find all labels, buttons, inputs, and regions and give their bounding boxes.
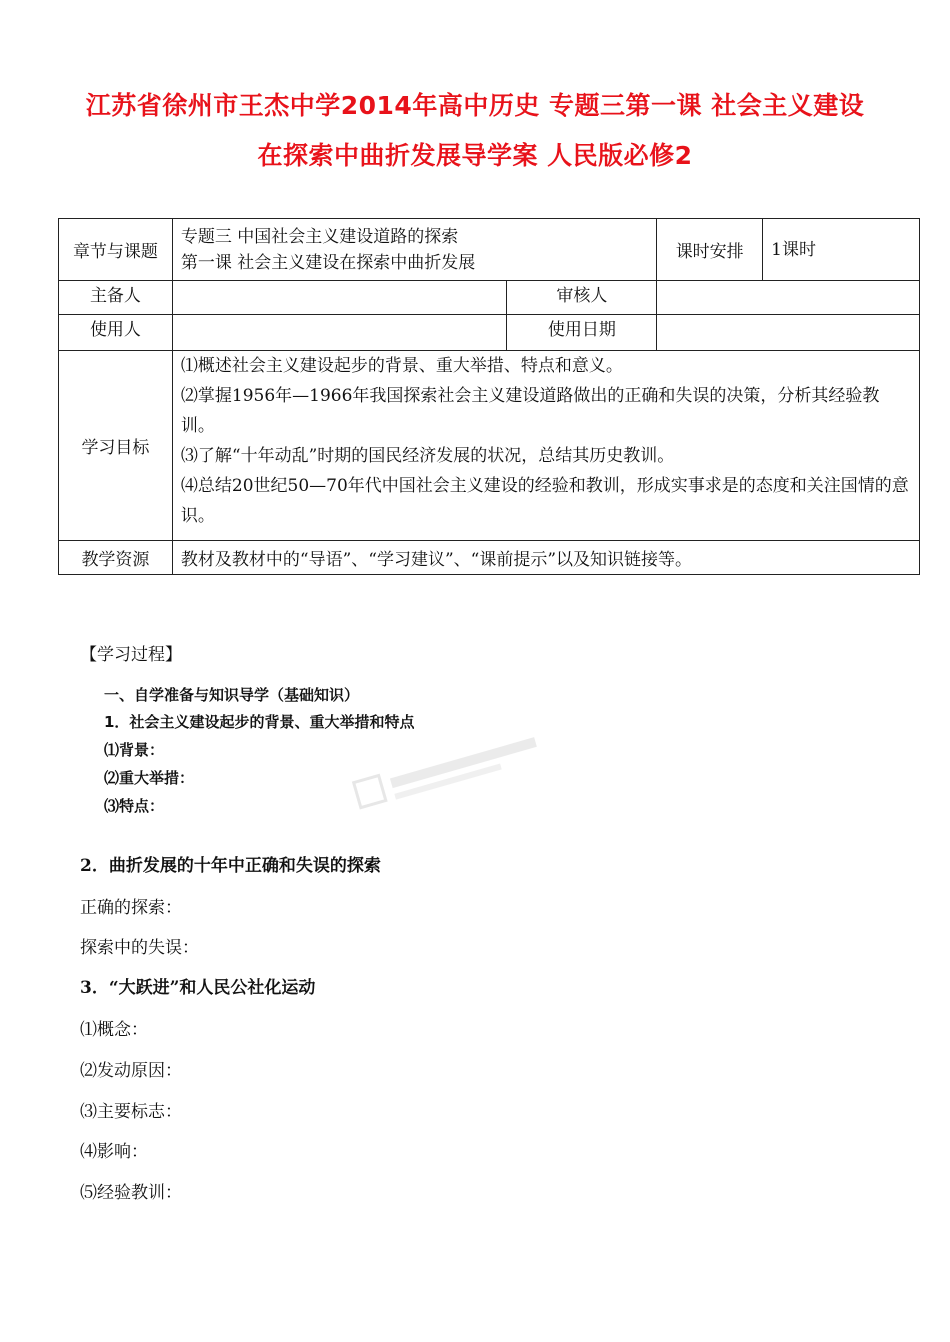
doc-title-line2: 在探索中曲折发展导学案 人民版必修2: [257, 141, 693, 170]
item3-sub: ⑵发动原因：: [80, 1061, 182, 1081]
chapter-line2: 第一课 社会主义建设在探索中曲折发展: [180, 252, 476, 273]
chapter-label: 章节与课题: [59, 219, 173, 281]
user-value: [172, 315, 507, 351]
item2-title: 2．曲折发展的十年中正确和失误的探索: [80, 856, 381, 876]
user-label: 使用人: [59, 315, 173, 351]
item2-line: 正确的探索：: [80, 898, 182, 918]
item3-sub: ⑷影响：: [80, 1142, 148, 1162]
item3-sub: ⑶主要标志：: [80, 1102, 182, 1122]
hours-value: 1课时: [763, 219, 920, 281]
goals-label: 学习目标: [59, 351, 173, 541]
item3-sub: ⑸经验教训：: [80, 1183, 182, 1203]
part1-title: 一、自学准备与知识导学（基础知识）: [104, 686, 360, 704]
chapter-line1: 专题三 中国社会主义建设道路的探索: [180, 226, 459, 247]
lesson-info-table: [58, 218, 920, 575]
goal-item: ⑶了解“十年动乱”时期的国民经济发展的状况，总结其历史教训。: [180, 446, 675, 466]
reviewer-value: [657, 281, 920, 315]
resources-value: 教材及教材中的“导语”、“学习建议”、“课前提示”以及知识链接等。: [172, 541, 919, 575]
goal-item: ⑵掌握1956年—1966年我国探索社会主义建设道路做出的正确和失误的决策，分析其经验教训。: [180, 386, 880, 436]
preparer-value: [172, 281, 507, 315]
goals-list: [172, 351, 919, 541]
goal-item: ⑷总结20世纪50—70年代中国社会主义建设的经验和教训，形成实事求是的态度和关注国情的意识。: [180, 476, 909, 526]
date-label: 使用日期: [507, 315, 657, 351]
resources-label: 教学资源: [59, 541, 173, 575]
goal-item: ⑴概述社会主义建设起步的背景、重大举措、特点和意义。: [180, 356, 623, 376]
item3-sub: ⑴概念：: [80, 1020, 148, 1040]
hours-label: 课时安排: [657, 219, 763, 281]
item1-sub: ⑵重大举措：: [104, 769, 195, 787]
item1-sub: ⑴背景：: [104, 741, 165, 759]
reviewer-label: 审核人: [507, 281, 657, 315]
item2-line: 探索中的失误：: [80, 938, 199, 958]
preparer-label: 主备人: [59, 281, 173, 315]
chapter-value: [172, 219, 656, 281]
date-value: [657, 315, 920, 351]
item3-title: 3．“大跃进”和人民公社化运动: [80, 978, 316, 998]
item1-title: 1．社会主义建设起步的背景、重大举措和特点: [104, 713, 415, 731]
process-header: 【学习过程】: [80, 645, 182, 665]
item1-sub: ⑶特点：: [104, 797, 165, 815]
doc-title-line1: 江苏省徐州市王杰中学2014年高中历史 专题三第一课 社会主义建设: [85, 91, 865, 120]
